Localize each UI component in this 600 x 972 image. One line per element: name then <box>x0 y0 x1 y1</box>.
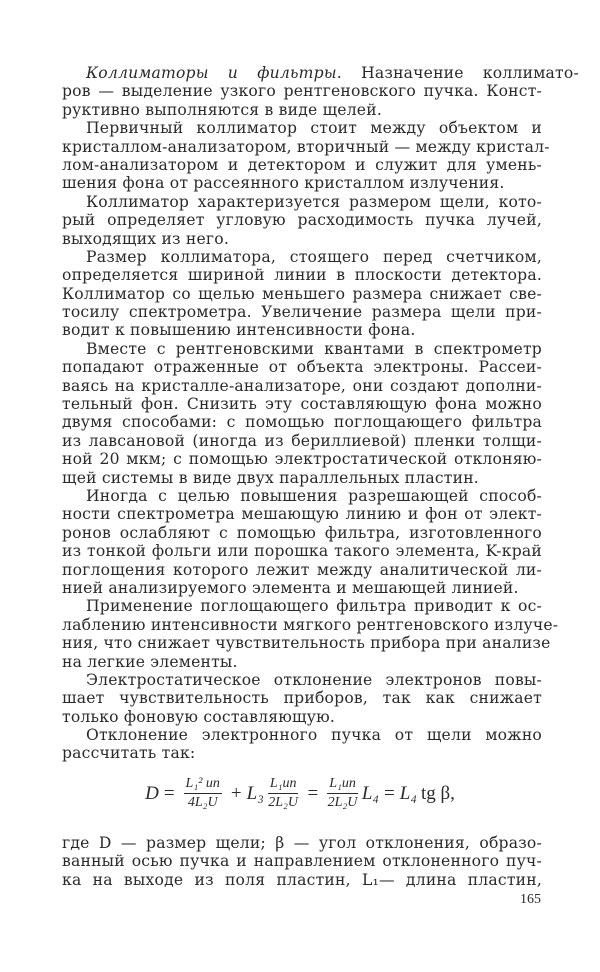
text-line: попадают отраженные от объекта электроны. Рассеи- <box>62 358 542 377</box>
text-line: на легкие элементы. <box>62 652 238 671</box>
text-line: ров — выделение узкого рентгеновского пучка. Конст- <box>62 82 542 101</box>
formula-tg: tg β, <box>420 782 455 804</box>
fraction-numerator: L₁uп <box>327 776 358 794</box>
fraction-denominator: 2L₂U <box>327 795 358 810</box>
text-line: где D — размер щели; β — угол отклонения, образо- <box>62 834 542 852</box>
text-line: водит к повышению интенсивности фона. <box>62 321 416 340</box>
text-line: Иногда с целью повышения разрешающей способ- <box>86 486 542 505</box>
text-line: ванный осью пучка и направлением отклоненного пуч- <box>62 852 542 871</box>
text-line: Размер коллиматора, стоящего перед счетчиком, <box>86 247 542 266</box>
text-line: тельный фон. Снизить эту составляющую фона можно <box>62 395 542 414</box>
formula-eq: = <box>163 782 175 804</box>
text-line: шает чувствительность приборов, так как снижает <box>62 689 542 708</box>
text-after-formula <box>62 834 542 889</box>
fraction-denominator: 4L₂U <box>187 795 218 810</box>
formula-l3: L₃ <box>246 782 264 804</box>
body-text <box>62 64 579 763</box>
text-line-content: Назначение коллимато- <box>361 64 579 82</box>
text-line: выходящих из него. <box>62 229 230 248</box>
fraction-numerator: L₁² uп <box>184 776 222 794</box>
text-line: Применение поглощающего фильтра приводит к ос- <box>86 597 542 616</box>
text-line: ка на выходе из поля пластин, L₁— длина пластин, <box>62 870 542 889</box>
fraction-2 <box>268 776 299 811</box>
text-line: Вместе с рентгеновскими квантами в спектрометр <box>86 339 542 358</box>
text-line: тосилу спектрометра. Увеличение размера щели при- <box>62 303 542 322</box>
formula-l4: L₄ <box>399 782 417 804</box>
text-line: Коллиматор характеризуется размером щели, кото- <box>86 192 542 211</box>
formula-eq: = <box>384 782 395 804</box>
text-line: из тонкой фольги или порошка такого элемента, K-край <box>62 542 542 561</box>
formula-lhs: D <box>145 782 159 804</box>
text-line: ной 20 мкм; с помощью электростатической отклоняю- <box>62 450 542 469</box>
text-line: двумя способами: с помощью поглощающего фильтра <box>62 413 542 432</box>
text-line: Электростатическое отклонение электронов повы- <box>86 670 542 689</box>
text-line: Первичный коллиматор стоит между объектом и <box>86 119 542 138</box>
fraction-1 <box>184 776 222 811</box>
text-line <box>62 64 579 82</box>
text-line: руктивно выполняются в виде щелей. <box>62 100 382 119</box>
text-line: поглощения которого лежит между аналитической ли- <box>62 560 542 579</box>
text-line: из лавсановой (иногда из бериллиевой) пленки толщи- <box>62 431 542 450</box>
formula-l4: L₄ <box>361 782 380 804</box>
text-line: нией анализируемого элемента и мешающей линией. <box>62 578 519 597</box>
text-line: рассчитать так: <box>62 744 196 763</box>
page-number: 165 <box>520 892 541 907</box>
text-line: шения фона от рассеянного кристаллом излучения. <box>62 174 505 193</box>
formula-eq: = <box>307 782 319 804</box>
text-line: Коллиматор со щелью меньшего размера снижает све- <box>62 284 542 303</box>
fraction-numerator: L₁uп <box>268 776 299 794</box>
fraction-3 <box>327 776 358 811</box>
fraction-denominator: 2L₂U <box>268 795 299 810</box>
text-line: Отклонение электронного пучка от щели можно <box>86 726 542 745</box>
text-line: лом-анализатором и детектором и служит для умень- <box>62 155 542 174</box>
text-line: ния, что снижает чувствительность прибора при анализе <box>62 634 551 653</box>
text-line: лаблению интенсивности мягкого рентгеновского излуче- <box>62 615 559 634</box>
text-line: ности спектрометра мешающую линию и фон от элект- <box>62 505 542 524</box>
text-line: щей системы в виде двух параллельных пластин. <box>62 468 479 487</box>
text-line: кристаллом-анализатором, вторичный — между кристал- <box>62 137 550 156</box>
text-line: только фоновую составляющую. <box>62 707 336 726</box>
formula-plus: + <box>230 782 242 804</box>
section-heading: Коллиматоры и фильтры. <box>86 64 342 82</box>
text-line: ваясь на кристалле-анализаторе, они создают дополни- <box>62 376 542 395</box>
text-line: определяется шириной линии в плоскости детектора. <box>62 266 542 285</box>
text-line: рый определяет угловую расходимость пучка лучей, <box>62 211 542 230</box>
formula <box>0 776 600 811</box>
text-line: ронов ослабляют с помощью фильтра, изготовленного <box>62 523 542 542</box>
